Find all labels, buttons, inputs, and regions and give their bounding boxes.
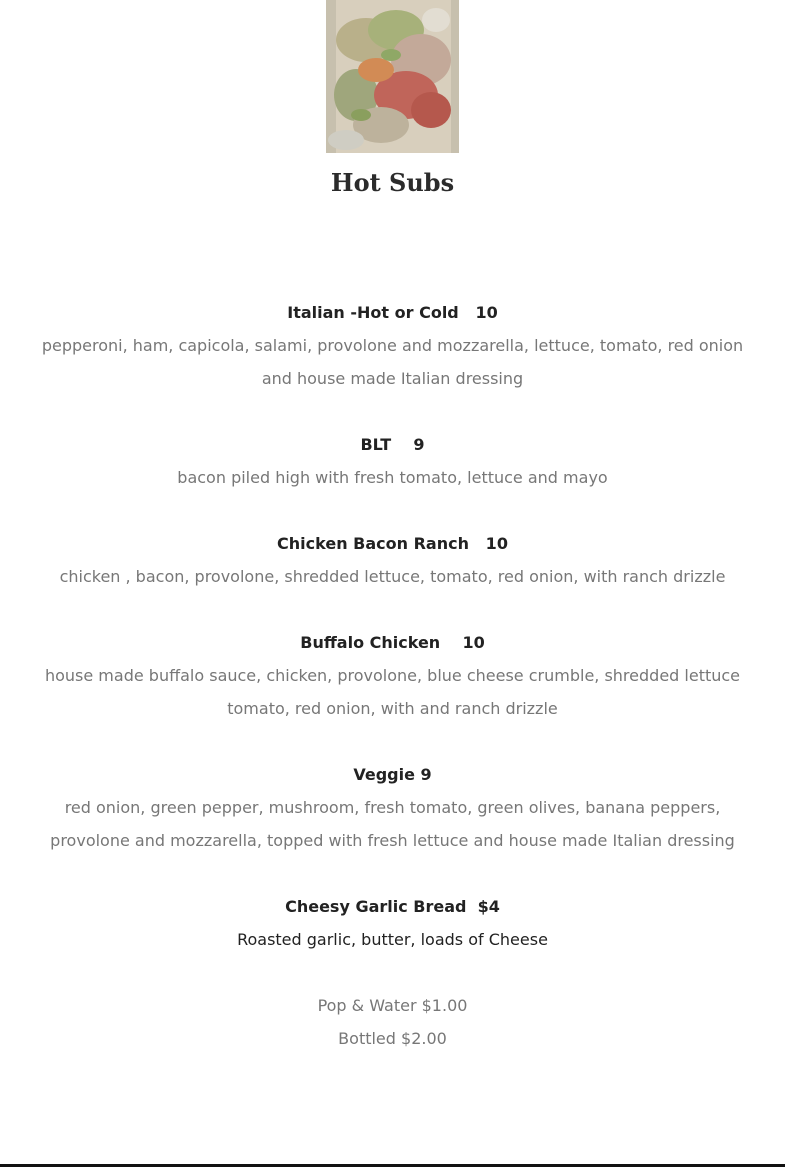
menu-item	[0, 626, 785, 725]
menu-item	[0, 428, 785, 494]
page-title: Hot Subs	[330, 168, 455, 197]
menu-item-description: Roasted garlic, butter, loads of Cheese	[237, 930, 548, 949]
menu-item-description: house made buffalo sauce, chicken, provolone, blue cheese crumble, shredded lettuce tomato, red onion, with and ranch drizzle	[44, 666, 741, 718]
sub-sandwich-photo	[326, 0, 459, 153]
sandwich-image	[326, 0, 459, 153]
menu-item-name: Cheesy Garlic Bread $4	[285, 897, 500, 916]
menu-item-description: chicken , bacon, provolone, shredded lettuce, tomato, red onion, with ranch drizzle	[59, 567, 726, 586]
menu-item-name: Italian -Hot or Cold 10	[287, 303, 498, 322]
menu-list	[0, 296, 785, 1055]
menu-item	[0, 527, 785, 593]
menu-item-name: BLT 9	[360, 435, 425, 454]
drink-price-bottled: Bottled $2.00	[338, 1029, 447, 1048]
menu-item-name: Buffalo Chicken 10	[300, 633, 485, 652]
drink-price-pop-water: Pop & Water $1.00	[317, 996, 468, 1015]
menu-item	[0, 890, 785, 956]
menu-item	[0, 758, 785, 857]
menu-item-description: red onion, green pepper, mushroom, fresh tomato, green olives, banana peppers, provolone and mozzarella, topped with fresh lettuce and house made Italian dressing	[50, 798, 735, 850]
menu-item-description: pepperoni, ham, capicola, salami, provolone and mozzarella, lettuce, tomato, red onion and house made Italian dressing	[41, 336, 744, 388]
menu-item-description: bacon piled high with fresh tomato, lettuce and mayo	[177, 468, 608, 487]
menu-item-name: Veggie 9	[353, 765, 432, 784]
menu-item-name: Chicken Bacon Ranch 10	[277, 534, 508, 553]
menu-item	[0, 296, 785, 395]
drinks-section	[0, 989, 785, 1055]
